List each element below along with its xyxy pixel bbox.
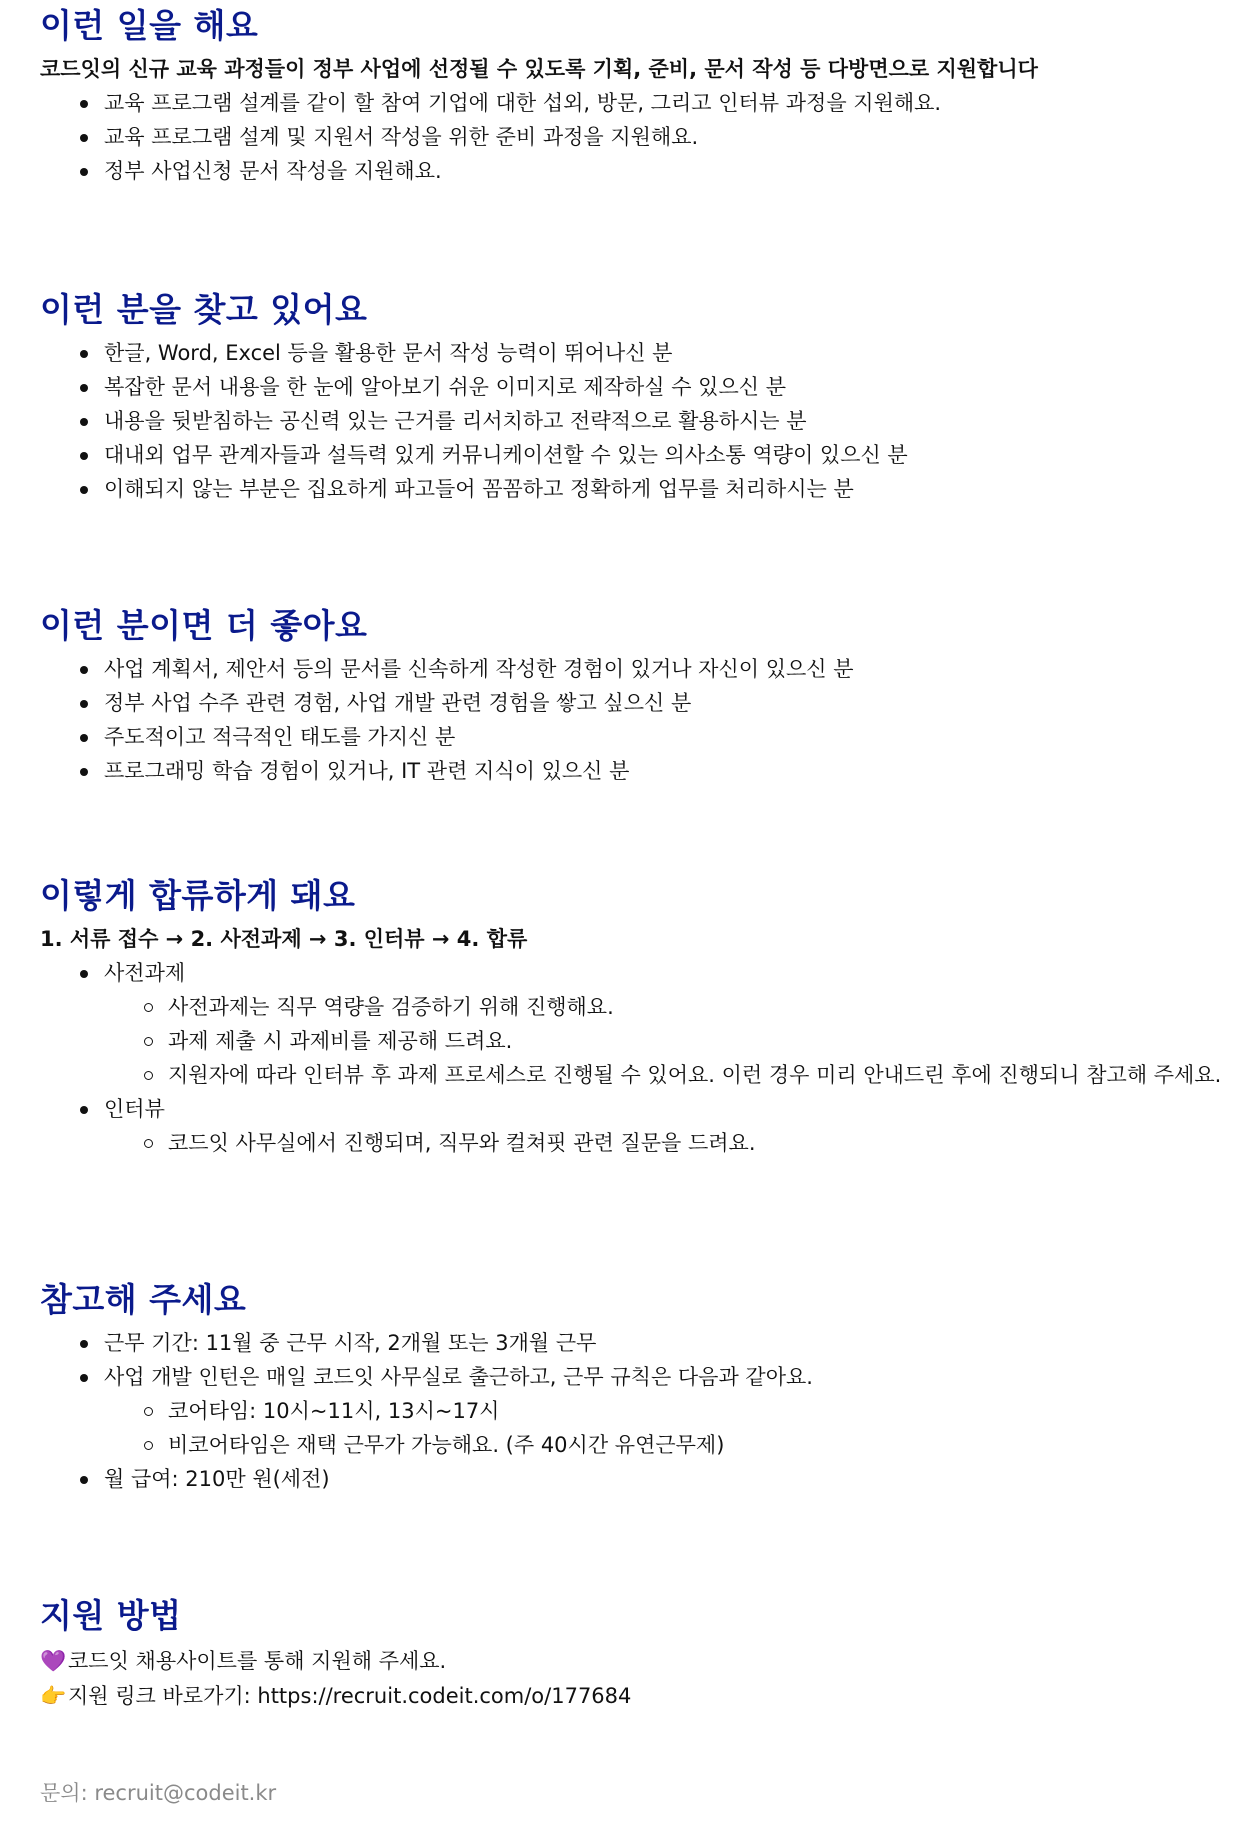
- list-item: 정부 사업신청 문서 작성을 지원해요.: [40, 154, 1224, 188]
- section-apply: [40, 1596, 1224, 1714]
- bullet-list: [40, 1326, 1224, 1496]
- bullet-list: [40, 956, 1224, 1160]
- list-item: 사업 개발 인턴은 매일 코드잇 사무실로 출근하고, 근무 규칙은 다음과 같아요.: [40, 1360, 1224, 1394]
- purple-heart-icon: 💜: [40, 1649, 67, 1673]
- process-steps: 1. 서류 접수 → 2. 사전과제 → 3. 인터뷰 → 4. 합류: [40, 927, 528, 951]
- section-looking-for: [40, 290, 1224, 506]
- sub-list-item: 비코어타임은 재택 근무가 가능해요. (주 40시간 유연근무제): [40, 1428, 1224, 1462]
- list-item: 주도적이고 적극적인 태도를 가지신 분: [40, 720, 1224, 754]
- apply-line-link: [40, 1679, 1224, 1714]
- section-title: 이런 분이면 더 좋아요: [40, 606, 368, 645]
- list-item: 대내외 업무 관계자들과 설득력 있게 커뮤니케이션할 수 있는 의사소통 역량이 있으신 분: [40, 438, 1224, 472]
- section-title: 참고해 주세요: [40, 1280, 247, 1319]
- list-item: 정부 사업 수주 관련 경험, 사업 개발 관련 경험을 쌓고 싶으신 분: [40, 686, 1224, 720]
- sub-list-item: 코어타임: 10시~11시, 13시~17시: [40, 1394, 1224, 1428]
- section-title: 이런 분을 찾고 있어요: [40, 290, 368, 329]
- section-process: [40, 876, 1224, 1160]
- apply-line-site: [40, 1644, 1224, 1679]
- list-item: 교육 프로그램 설계 및 지원서 작성을 위한 준비 과정을 지원해요.: [40, 120, 1224, 154]
- section-notes: [40, 1280, 1224, 1496]
- list-item: 월 급여: 210만 원(세전): [40, 1462, 1224, 1496]
- section-work: [40, 6, 1224, 188]
- list-item-pretask: 사전과제: [40, 956, 1224, 990]
- sub-list-item: 지원자에 따라 인터뷰 후 과제 프로세스로 진행될 수 있어요. 이런 경우 미리 안내드린 후에 진행되니 참고해 주세요.: [40, 1058, 1224, 1092]
- list-item: 복잡한 문서 내용을 한 눈에 알아보기 쉬운 이미지로 제작하실 수 있으신 분: [40, 370, 1224, 404]
- list-item: 사업 계획서, 제안서 등의 문서를 신속하게 작성한 경험이 있거나 자신이 있으신 분: [40, 652, 1224, 686]
- apply-link-label: 지원 링크 바로가기:: [68, 1684, 258, 1708]
- bullet-list: [40, 86, 1224, 188]
- list-item: 프로그래밍 학습 경험이 있거나, IT 관련 지식이 있으신 분: [40, 754, 1224, 788]
- sub-list-item: 과제 제출 시 과제비를 제공해 드려요.: [40, 1024, 1224, 1058]
- contact-email[interactable]: 문의: recruit@codeit.kr: [40, 1781, 277, 1805]
- list-item: 이해되지 않는 부분은 집요하게 파고들어 꼼꼼하고 정확하게 업무를 처리하시는 분: [40, 472, 1224, 506]
- sub-list-item: 사전과제는 직무 역량을 검증하기 위해 진행해요.: [40, 990, 1224, 1024]
- apply-site-text: 코드잇 채용사이트를 통해 지원해 주세요.: [68, 1649, 447, 1673]
- section-title: 이렇게 합류하게 돼요: [40, 876, 356, 915]
- sub-list-item: 코드잇 사무실에서 진행되며, 직무와 컬쳐핏 관련 질문을 드려요.: [40, 1126, 1224, 1160]
- apply-link[interactable]: https://recruit.codeit.com/o/177684: [257, 1684, 632, 1708]
- list-item: 교육 프로그램 설계를 같이 할 참여 기업에 대한 섭외, 방문, 그리고 인터뷰 과정을 지원해요.: [40, 86, 1224, 120]
- section-title: 지원 방법: [40, 1596, 182, 1635]
- list-item: 내용을 뒷받침하는 공신력 있는 근거를 리서치하고 전략적으로 활용하시는 분: [40, 404, 1224, 438]
- section-lead: 코드잇의 신규 교육 과정들이 정부 사업에 선정될 수 있도록 기획, 준비, 문서 작성 등 다방면으로 지원합니다: [40, 57, 1038, 81]
- section-preferred: [40, 606, 1224, 788]
- bullet-list: [40, 336, 1224, 506]
- section-title: 이런 일을 해요: [40, 6, 259, 45]
- pointing-hand-icon: 👉: [40, 1684, 67, 1708]
- list-item: 한글, Word, Excel 등을 활용한 문서 작성 능력이 뛰어나신 분: [40, 336, 1224, 370]
- bullet-list: [40, 652, 1224, 788]
- list-item-interview: 인터뷰: [40, 1092, 1224, 1126]
- list-item: 근무 기간: 11월 중 근무 시작, 2개월 또는 3개월 근무: [40, 1326, 1224, 1360]
